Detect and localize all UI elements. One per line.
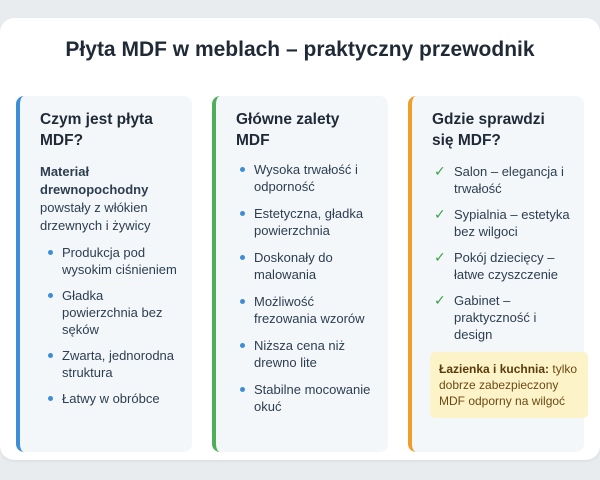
list-item-text: Gabinet – praktyczność i design — [454, 293, 537, 342]
list-item-text: Stabilne mocowanie okuć — [254, 382, 371, 414]
rooms-list — [432, 163, 570, 343]
check-icon: ✓ — [434, 249, 446, 265]
check-icon: ✓ — [434, 206, 446, 222]
bullet-icon — [240, 211, 245, 216]
check-icon: ✓ — [434, 163, 446, 179]
list-item-text: Doskonały do malowania — [254, 250, 333, 282]
bullet-icon — [48, 353, 53, 358]
intro-text: powstały z włókien drzewnych i żywicy — [40, 200, 151, 233]
list-item-text: Zwarta, jednorodna struktura — [62, 348, 175, 380]
card-title: Gdzie sprawdzi się MDF? — [432, 111, 545, 149]
list-item-text: Wysoka trwałość i odporność — [254, 162, 358, 194]
feature-list — [40, 244, 178, 407]
note-text: tylko dobrze zabezpieczony MDF odporny na wilgoć — [439, 362, 578, 408]
list-item — [236, 205, 374, 239]
list-item — [432, 206, 570, 240]
list-item-text: Pokój dziecięcy – łatwe czyszczenie — [454, 250, 559, 282]
advantages-list — [236, 161, 374, 415]
card-title: Główne zalety MDF — [236, 111, 340, 149]
bullet-icon — [48, 396, 53, 401]
list-item-text: Salon – elegancja i trwałość — [454, 164, 564, 196]
list-item-text: Estetyczna, gładka powierzchnia — [254, 206, 364, 238]
list-item-text: Produkcja pod wysokim ciśnieniem — [62, 245, 177, 277]
intro-bold: Materiał drewnopochodny — [40, 164, 149, 197]
list-item-text: Łatwy w obróbce — [62, 391, 160, 406]
card-intro — [40, 163, 178, 235]
list-item — [44, 244, 178, 278]
card-title: Czym jest płyta MDF? — [40, 111, 153, 149]
list-item — [236, 381, 374, 415]
bullet-icon — [48, 250, 53, 255]
list-item-text: Sypialnia – estetyka bez wilgoci — [454, 207, 570, 239]
list-item — [236, 161, 374, 195]
note-bold: Łazienka i kuchnia: — [439, 362, 550, 376]
bullet-icon — [240, 387, 245, 392]
list-item — [236, 249, 374, 283]
check-icon: ✓ — [434, 292, 446, 308]
bullet-icon — [240, 299, 245, 304]
list-item — [236, 337, 374, 371]
list-item — [44, 390, 178, 407]
list-item — [236, 293, 374, 327]
bullet-icon — [48, 293, 53, 298]
list-item — [432, 249, 570, 283]
guide-panel — [0, 18, 600, 460]
list-item — [44, 287, 178, 338]
list-item-text: Gładka powierzchnia bez sęków — [62, 288, 163, 337]
bullet-icon — [240, 167, 245, 172]
card-where-to-use — [408, 96, 584, 452]
list-item-text: Możliwość frezowania wzorów — [254, 294, 365, 326]
list-item — [432, 292, 570, 343]
bullet-icon — [240, 343, 245, 348]
list-item — [44, 347, 178, 381]
page-title: Płyta MDF w meblach – praktyczny przewodnik — [65, 38, 535, 61]
list-item-text: Niższa cena niż drewno lite — [254, 338, 346, 370]
card-what-is-mdf — [16, 96, 192, 452]
bullet-icon — [240, 255, 245, 260]
card-advantages — [212, 96, 388, 452]
warning-note — [430, 352, 588, 418]
list-item — [432, 163, 570, 197]
